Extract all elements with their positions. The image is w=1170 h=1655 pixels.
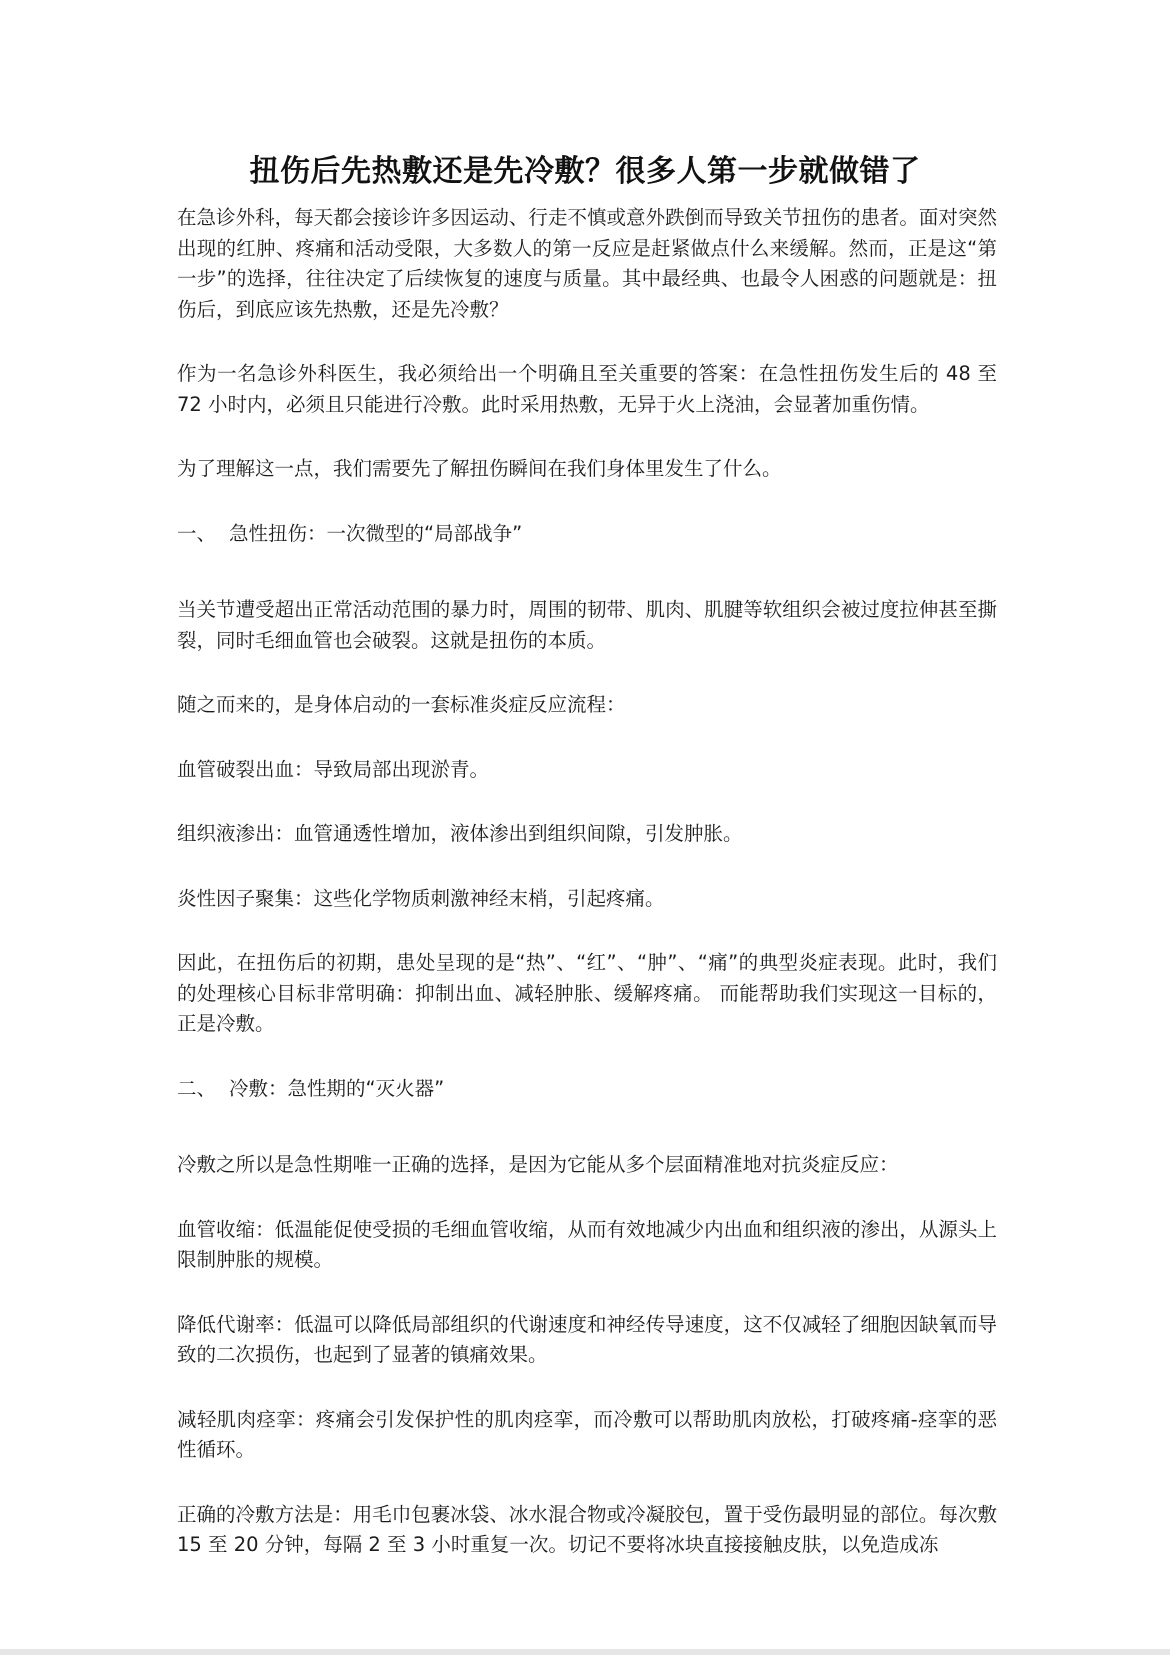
answer-paragraph: 作为一名急诊外科医生，我必须给出一个明确且至关重要的答案：在急性扭伤发生后的 48 至 72 小时内，必须且只能进行冷敷。此时采用热敷，无异于火上浇油，会显著加重伤情。 — [177, 362, 997, 416]
understand-paragraph: 为了理解这一点，我们需要先了解扭伤瞬间在我们身体里发生了什么。 — [177, 457, 782, 480]
intro-paragraph: 在急诊外科，每天都会接诊许多因运动、行走不慎或意外跌倒而导致关节扭伤的患者。面对突然出现的红肿、疼痛和活动受限，大多数人的第一反应是赶紧做点什么来缓解。然而，正是这“第一步”的选择，往往决定了后续恢复的速度与质量。其中最经典、也最令人困惑的问题就是：扭伤后，到底应该先热敷，还是先冷敷？ — [177, 206, 997, 321]
section-label: 冷敷：急性期的“灭火器” — [229, 1076, 445, 1100]
method-paragraph: 正确的冷敷方法是：用毛巾包裹冰袋、冰水混合物或冷凝胶包，置于受伤最明显的部位。每次敷 15 至 20 分钟，每隔 2 至 3 小时重复一次。切记不要将冰块直接接触皮肤，以免造成冻 — [177, 1502, 997, 1556]
nature-paragraph: 当关节遭受超出正常活动范围的暴力时，周围的韧带、肌肉、肌腱等软组织会被过度拉伸甚至撕裂，同时毛细血管也会破裂。这就是扭伤的本质。 — [177, 598, 997, 652]
exudate-paragraph: 组织液渗出：血管通透性增加，液体渗出到组织间隙，引发肿胀。 — [177, 822, 743, 845]
bleeding-paragraph: 血管破裂出血：导致局部出现淤青。 — [177, 757, 490, 781]
section-heading-two — [177, 1074, 997, 1105]
why-cold-paragraph: 冷敷之所以是急性期唯一正确的选择，是因为它能从多个层面精准地对抗炎症反应： — [177, 1153, 899, 1176]
page-bottom-edge — [0, 1649, 1170, 1655]
section-number: 二、 — [177, 1076, 217, 1100]
vasoconstriction-paragraph: 血管收缩：低温能促使受损的毛细血管收缩，从而有效地减少内出血和组织液的渗出，从源头上限制肿胀的规模。 — [177, 1217, 997, 1271]
section-number: 一、 — [177, 521, 217, 545]
metabolism-paragraph: 降低代谢率：低温可以降低局部组织的代谢速度和神经传导速度，这不仅减轻了细胞因缺氧而导致的二次损伤，也起到了显著的镇痛效果。 — [177, 1312, 997, 1366]
spasm-paragraph: 减轻肌肉痉挛：疼痛会引发保护性的肌肉痉挛，而冷敷可以帮助肌肉放松，打破疼痛-痉挛的恶性循环。 — [177, 1407, 997, 1461]
therefore-paragraph: 因此，在扭伤后的初期，患处呈现的是“热”、“红”、“肿”、“痛”的典型炎症表现。此时，我们的处理核心目标非常明确：抑制出血、减轻肿胀、缓解疼痛。 而能帮助我们实现这一目标的，正是冷敷。 — [177, 951, 997, 1035]
process-paragraph: 随之而来的，是身体启动的一套标准炎症反应流程： — [177, 693, 626, 716]
factors-paragraph: 炎性因子聚集：这些化学物质刺激神经末梢，引起疼痛。 — [177, 886, 665, 910]
section-label: 急性扭伤：一次微型的“局部战争” — [229, 521, 523, 545]
article-title: 扭伤后先热敷还是先冷敷？很多人第一步就做错了 — [249, 154, 921, 189]
section-heading-one — [177, 519, 997, 550]
article-body — [177, 203, 997, 1561]
